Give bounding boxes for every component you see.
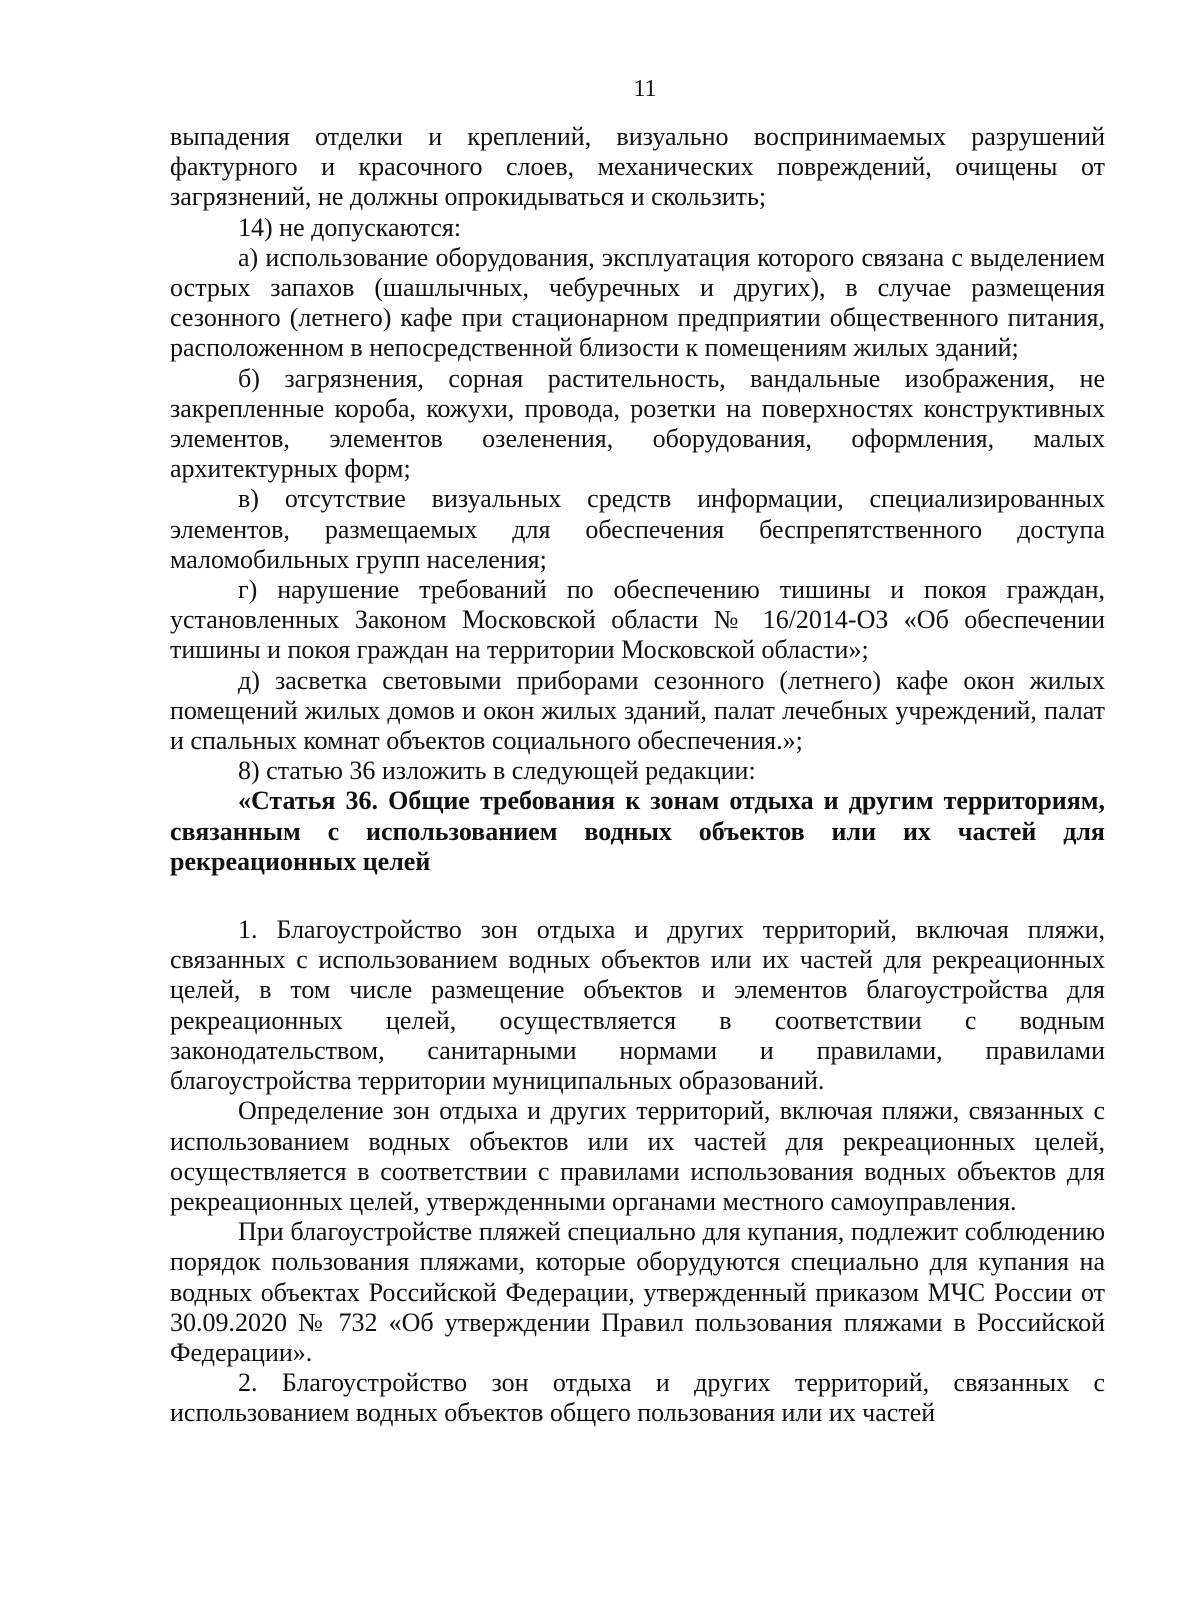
- page-number: 11: [633, 76, 657, 102]
- document-body: [170, 122, 1105, 1429]
- paragraph-item-14: 14) не допускаются:: [238, 212, 462, 242]
- paragraph-subitem-b: б) загрязнения, сорная растительность, вандальные изображения, не закрепленные короба, кожухи, провода, розетки на поверхностях конструктивных элементов, элементов озеленения, оборудования, оформления, малых архитектурных форм;: [170, 363, 1105, 484]
- article-heading: «Статья 36. Общие требования к зонам отдыха и другим территориям, связанным с использованием водных объектов или их частей для рекреационных целей: [170, 786, 1105, 876]
- heading-spacer: [170, 877, 1105, 915]
- article-paragraph-beaches: При благоустройстве пляжей специально для купания, подлежит соблюдению порядок пользования пляжами, которые оборудуются специально для купания на водных объектах Российской Федерации, утвержденный приказом МЧС России от 30.09.2020 № 732 «Об утверждении Правил пользования пляжами в Российской Федерации».: [170, 1217, 1105, 1367]
- paragraph-subitem-d: д) засветка световыми приборами сезонного (летнего) кафе окон жилых помещений жилых домов и окон жилых зданий, палат лечебных учреждений, палат и спальных комнат объектов социального обеспечения.»;: [170, 665, 1105, 756]
- article-paragraph-definition: Определение зон отдыха и других территорий, включая пляжи, связанных с использованием водных объектов или их частей для рекреационных целей, осуществляется в соответствии с правилами использования водных объектов для рекреационных целей, утвержденными органами местного самоуправления.: [170, 1096, 1105, 1216]
- paragraph-item-8: 8) статью 36 изложить в следующей редакции:: [238, 756, 756, 786]
- article-paragraph-1: 1. Благоустройство зон отдыха и других территорий, включая пляжи, связанных с использованием водных объектов или их частей для рекреационных целей, в том числе размещение объектов и элементов благоустройства для рекреационных целей, осуществляется в соответствии с водным законодательством, санитарными нормами и правилами, правилами благоустройства территории муниципальных образований.: [170, 915, 1105, 1096]
- paragraph-subitem-v: в) отсутствие визуальных средств информации, специализированных элементов, размещаемых для обеспечения беспрепятственного доступа маломобильных групп населения;: [170, 484, 1105, 574]
- paragraph-subitem-a: а) использование оборудования, эксплуатация которого связана с выделением острых запахов (шашлычных, чебуречных и других), в случае размещения сезонного (летнего) кафе при стационарном предприятии общественного питания, расположенном в непосредственной близости к помещениям жилых зданий;: [170, 242, 1105, 363]
- paragraph-continuation: выпадения отделки и креплений, визуально воспринимаемых разрушений фактурного и красочного слоев, механических повреждений, очищены от загрязнений, не должны опрокидываться и скользить;: [170, 122, 1105, 212]
- article-paragraph-2: 2. Благоустройство зон отдыха и других территорий, связанных с использованием водных объектов общего пользования или их частей: [170, 1368, 1105, 1428]
- paragraph-subitem-g: г) нарушение требований по обеспечению тишины и покоя граждан, установленных Законом Московской области № 16/2014-ОЗ «Об обеспечении тишины и покоя граждан на территории Московской области»;: [170, 575, 1105, 665]
